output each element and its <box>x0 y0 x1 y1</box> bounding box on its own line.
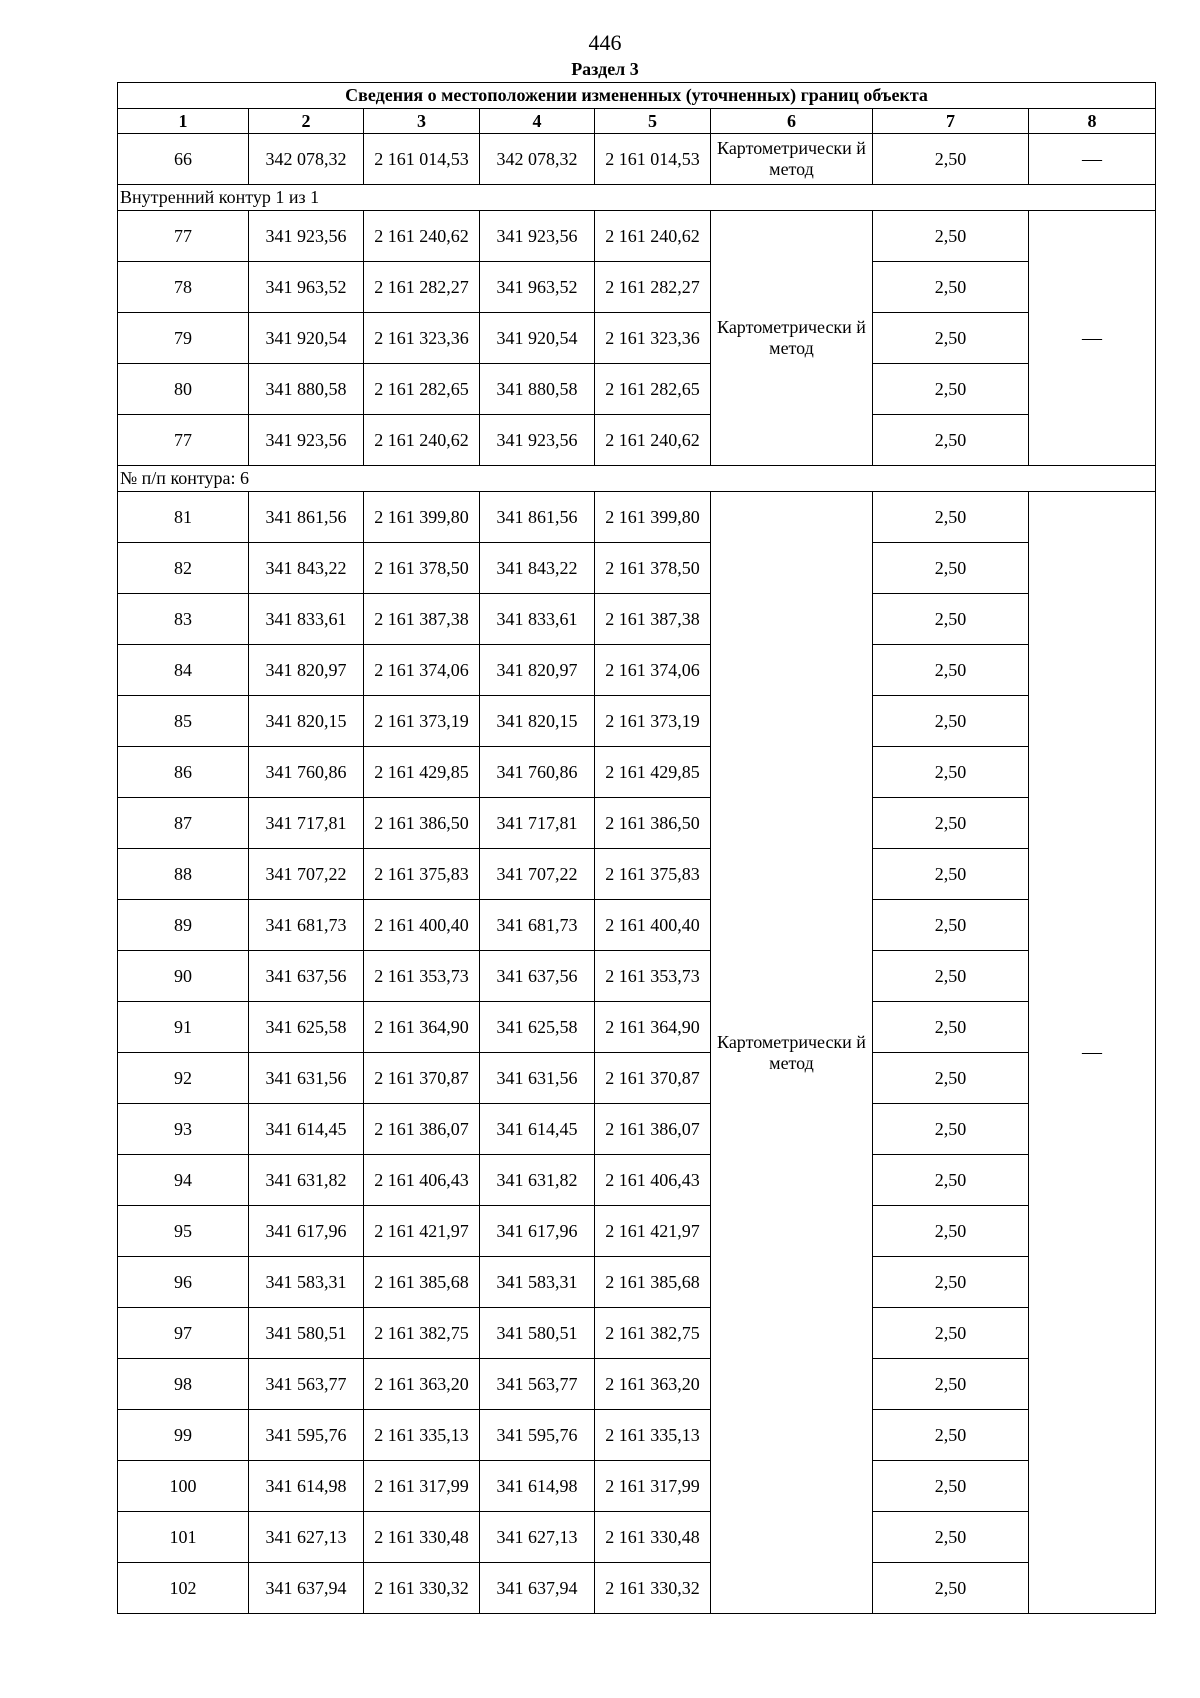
table-row <box>118 594 1156 645</box>
table-cell: 2 161 353,73 <box>595 951 711 1002</box>
accuracy-cell: 2,50 <box>873 951 1029 1002</box>
table-cell: 84 <box>118 645 249 696</box>
column-number: 3 <box>364 109 480 134</box>
table-caption: Сведения о местоположении измененных (уточненных) границ объекта <box>118 83 1156 109</box>
accuracy-cell: 2,50 <box>873 364 1029 415</box>
table-cell: 93 <box>118 1104 249 1155</box>
table-cell: 341 760,86 <box>249 747 364 798</box>
table-cell: 2 161 014,53 <box>364 134 480 185</box>
column-number: 7 <box>873 109 1029 134</box>
table-cell: 341 625,58 <box>249 1002 364 1053</box>
table-cell: 98 <box>118 1359 249 1410</box>
table-cell: 341 617,96 <box>249 1206 364 1257</box>
table-cell: 2 161 421,97 <box>364 1206 480 1257</box>
table-cell: 341 920,54 <box>480 313 595 364</box>
accuracy-cell: 2,50 <box>873 1461 1029 1512</box>
table-row <box>118 1053 1156 1104</box>
table-cell: 341 963,52 <box>249 262 364 313</box>
column-number: 4 <box>480 109 595 134</box>
table-cell: 2 161 387,38 <box>364 594 480 645</box>
column-number-row <box>118 109 1156 134</box>
table-cell: 341 637,94 <box>249 1563 364 1614</box>
table-row <box>118 1257 1156 1308</box>
table-cell: 89 <box>118 900 249 951</box>
table-cell: 2 161 330,48 <box>364 1512 480 1563</box>
table-cell: 341 631,56 <box>480 1053 595 1104</box>
table-cell: 341 563,77 <box>480 1359 595 1410</box>
table-cell: 2 161 378,50 <box>595 543 711 594</box>
contour-label: № п/п контура: 6 <box>118 466 1156 492</box>
table-cell: 2 161 382,75 <box>595 1308 711 1359</box>
accuracy-cell: 2,50 <box>873 1512 1029 1563</box>
table-cell: 341 563,77 <box>249 1359 364 1410</box>
table-cell: 2 161 335,13 <box>364 1410 480 1461</box>
boundary-coordinates-table <box>117 82 1156 1614</box>
table-row <box>118 1461 1156 1512</box>
table-cell: 341 820,15 <box>249 696 364 747</box>
accuracy-cell: 2,50 <box>873 594 1029 645</box>
table-cell: 2 161 386,50 <box>364 798 480 849</box>
table-cell: 2 161 374,06 <box>595 645 711 696</box>
table-cell: 2 161 323,36 <box>364 313 480 364</box>
table-cell: 2 161 370,87 <box>364 1053 480 1104</box>
accuracy-cell: 2,50 <box>873 134 1029 185</box>
table-cell: 2 161 363,20 <box>595 1359 711 1410</box>
table-cell: 341 681,73 <box>249 900 364 951</box>
table-cell: 2 161 317,99 <box>595 1461 711 1512</box>
accuracy-cell: 2,50 <box>873 313 1029 364</box>
table-row <box>118 313 1156 364</box>
table-cell: 2 161 240,62 <box>364 211 480 262</box>
accuracy-cell: 2,50 <box>873 1563 1029 1614</box>
table-cell: 2 161 374,06 <box>364 645 480 696</box>
table-cell: 80 <box>118 364 249 415</box>
table-cell: 2 161 364,90 <box>595 1002 711 1053</box>
table-row <box>118 1002 1156 1053</box>
method-cell: Картометрически й метод <box>711 492 873 1614</box>
note-cell: — <box>1029 134 1156 185</box>
table-cell: 2 161 385,68 <box>364 1257 480 1308</box>
accuracy-cell: 2,50 <box>873 543 1029 594</box>
table-cell: 341 923,56 <box>249 211 364 262</box>
contour-label-row <box>118 185 1156 211</box>
table-cell: 341 637,94 <box>480 1563 595 1614</box>
table-cell: 2 161 370,87 <box>595 1053 711 1104</box>
table-cell: 100 <box>118 1461 249 1512</box>
table-caption-row <box>118 83 1156 109</box>
table-cell: 2 161 353,73 <box>364 951 480 1002</box>
table-cell: 342 078,32 <box>249 134 364 185</box>
table-cell: 341 820,97 <box>480 645 595 696</box>
table-cell: 78 <box>118 262 249 313</box>
table-cell: 2 161 282,65 <box>595 364 711 415</box>
table-cell: 341 820,15 <box>480 696 595 747</box>
table-cell: 97 <box>118 1308 249 1359</box>
table-cell: 2 161 406,43 <box>364 1155 480 1206</box>
table-cell: 341 595,76 <box>249 1410 364 1461</box>
accuracy-cell: 2,50 <box>873 645 1029 696</box>
table-cell: 2 161 330,32 <box>364 1563 480 1614</box>
accuracy-cell: 2,50 <box>873 1257 1029 1308</box>
table-cell: 342 078,32 <box>480 134 595 185</box>
table-cell: 2 161 399,80 <box>364 492 480 543</box>
table-cell: 66 <box>118 134 249 185</box>
column-number: 6 <box>711 109 873 134</box>
method-cell: Картометрически й метод <box>711 211 873 466</box>
accuracy-cell: 2,50 <box>873 1410 1029 1461</box>
table-cell: 2 161 386,50 <box>595 798 711 849</box>
table-cell: 341 861,56 <box>480 492 595 543</box>
table-cell: 2 161 014,53 <box>595 134 711 185</box>
table-cell: 341 631,56 <box>249 1053 364 1104</box>
table-cell: 2 161 282,27 <box>364 262 480 313</box>
table-cell: 85 <box>118 696 249 747</box>
table-cell: 341 627,13 <box>480 1512 595 1563</box>
table-cell: 341 637,56 <box>480 951 595 1002</box>
table-cell: 2 161 364,90 <box>364 1002 480 1053</box>
accuracy-cell: 2,50 <box>873 849 1029 900</box>
table-cell: 88 <box>118 849 249 900</box>
accuracy-cell: 2,50 <box>873 900 1029 951</box>
table-row <box>118 1410 1156 1461</box>
table-cell: 102 <box>118 1563 249 1614</box>
table-row <box>118 1155 1156 1206</box>
table-cell: 341 760,86 <box>480 747 595 798</box>
table-cell: 341 580,51 <box>249 1308 364 1359</box>
page-number: 446 <box>588 30 622 55</box>
method-cell: Картометрически й метод <box>711 134 873 185</box>
accuracy-cell: 2,50 <box>873 1155 1029 1206</box>
table-cell: 341 707,22 <box>249 849 364 900</box>
accuracy-cell: 2,50 <box>873 747 1029 798</box>
table-cell: 92 <box>118 1053 249 1104</box>
table-cell: 2 161 386,07 <box>364 1104 480 1155</box>
table-cell: 341 614,98 <box>480 1461 595 1512</box>
table-cell: 341 717,81 <box>249 798 364 849</box>
note-cell: — <box>1029 492 1156 1614</box>
table-cell: 86 <box>118 747 249 798</box>
column-number: 2 <box>249 109 364 134</box>
table-cell: 341 583,31 <box>249 1257 364 1308</box>
table-cell: 341 923,56 <box>480 415 595 466</box>
section-title: Раздел 3 <box>571 59 639 79</box>
table-cell: 94 <box>118 1155 249 1206</box>
table-cell: 2 161 282,65 <box>364 364 480 415</box>
table-cell: 341 614,45 <box>249 1104 364 1155</box>
table-cell: 341 833,61 <box>249 594 364 645</box>
table-row <box>118 1512 1156 1563</box>
table-row <box>118 211 1156 262</box>
column-number: 5 <box>595 109 711 134</box>
accuracy-cell: 2,50 <box>873 262 1029 313</box>
table-row <box>118 364 1156 415</box>
table-cell: 341 583,31 <box>480 1257 595 1308</box>
accuracy-cell: 2,50 <box>873 1206 1029 1257</box>
accuracy-cell: 2,50 <box>873 1002 1029 1053</box>
table-row <box>118 1563 1156 1614</box>
table-cell: 83 <box>118 594 249 645</box>
table-cell: 2 161 387,38 <box>595 594 711 645</box>
table-row <box>118 849 1156 900</box>
table-cell: 2 161 375,83 <box>595 849 711 900</box>
table-cell: 341 681,73 <box>480 900 595 951</box>
table-cell: 2 161 429,85 <box>364 747 480 798</box>
table-row <box>118 798 1156 849</box>
table-row <box>118 1359 1156 1410</box>
table-cell: 2 161 385,68 <box>595 1257 711 1308</box>
table-cell: 341 637,56 <box>249 951 364 1002</box>
table-cell: 341 595,76 <box>480 1410 595 1461</box>
contour-label-row <box>118 466 1156 492</box>
table-row <box>118 900 1156 951</box>
accuracy-cell: 2,50 <box>873 798 1029 849</box>
table-cell: 341 923,56 <box>249 415 364 466</box>
table-cell: 2 161 429,85 <box>595 747 711 798</box>
table-cell: 96 <box>118 1257 249 1308</box>
table-cell: 2 161 400,40 <box>364 900 480 951</box>
table-cell: 2 161 335,13 <box>595 1410 711 1461</box>
table-row <box>118 1206 1156 1257</box>
table-cell: 341 861,56 <box>249 492 364 543</box>
table-cell: 341 625,58 <box>480 1002 595 1053</box>
table-row <box>118 492 1156 543</box>
column-number: 8 <box>1029 109 1156 134</box>
table-row <box>118 1104 1156 1155</box>
table-cell: 341 614,98 <box>249 1461 364 1512</box>
column-number: 1 <box>118 109 249 134</box>
table-cell: 341 843,22 <box>249 543 364 594</box>
table-row <box>118 415 1156 466</box>
table-cell: 81 <box>118 492 249 543</box>
table-cell: 90 <box>118 951 249 1002</box>
table-cell: 77 <box>118 211 249 262</box>
table-cell: 341 631,82 <box>480 1155 595 1206</box>
table-cell: 341 923,56 <box>480 211 595 262</box>
table-cell: 341 617,96 <box>480 1206 595 1257</box>
table-cell: 91 <box>118 1002 249 1053</box>
table-cell: 2 161 378,50 <box>364 543 480 594</box>
table-cell: 79 <box>118 313 249 364</box>
table-cell: 2 161 323,36 <box>595 313 711 364</box>
table-cell: 341 920,54 <box>249 313 364 364</box>
table-cell: 341 707,22 <box>480 849 595 900</box>
table-cell: 341 631,82 <box>249 1155 364 1206</box>
accuracy-cell: 2,50 <box>873 211 1029 262</box>
table-cell: 341 833,61 <box>480 594 595 645</box>
accuracy-cell: 2,50 <box>873 696 1029 747</box>
table-cell: 2 161 240,62 <box>595 415 711 466</box>
table-cell: 77 <box>118 415 249 466</box>
table-cell: 341 963,52 <box>480 262 595 313</box>
table-cell: 2 161 386,07 <box>595 1104 711 1155</box>
table-cell: 82 <box>118 543 249 594</box>
table-cell: 341 614,45 <box>480 1104 595 1155</box>
table-row <box>118 645 1156 696</box>
table-cell: 341 843,22 <box>480 543 595 594</box>
table-cell: 2 161 382,75 <box>364 1308 480 1359</box>
table-cell: 341 717,81 <box>480 798 595 849</box>
table-cell: 2 161 240,62 <box>595 211 711 262</box>
table-row <box>118 747 1156 798</box>
table-cell: 2 161 240,62 <box>364 415 480 466</box>
table-cell: 2 161 406,43 <box>595 1155 711 1206</box>
table-cell: 2 161 330,48 <box>595 1512 711 1563</box>
accuracy-cell: 2,50 <box>873 1053 1029 1104</box>
accuracy-cell: 2,50 <box>873 415 1029 466</box>
table-cell: 2 161 373,19 <box>595 696 711 747</box>
table-cell: 101 <box>118 1512 249 1563</box>
table-row <box>118 543 1156 594</box>
table-cell: 341 627,13 <box>249 1512 364 1563</box>
note-cell: — <box>1029 211 1156 466</box>
table-row <box>118 696 1156 747</box>
table-cell: 341 880,58 <box>480 364 595 415</box>
accuracy-cell: 2,50 <box>873 492 1029 543</box>
table-row <box>118 1308 1156 1359</box>
table-row <box>118 134 1156 185</box>
table-cell: 341 820,97 <box>249 645 364 696</box>
table-cell: 2 161 330,32 <box>595 1563 711 1614</box>
accuracy-cell: 2,50 <box>873 1104 1029 1155</box>
table-cell: 2 161 375,83 <box>364 849 480 900</box>
table-row <box>118 951 1156 1002</box>
table-cell: 2 161 363,20 <box>364 1359 480 1410</box>
table-cell: 2 161 400,40 <box>595 900 711 951</box>
table-cell: 2 161 399,80 <box>595 492 711 543</box>
table-cell: 341 880,58 <box>249 364 364 415</box>
accuracy-cell: 2,50 <box>873 1359 1029 1410</box>
accuracy-cell: 2,50 <box>873 1308 1029 1359</box>
table-cell: 99 <box>118 1410 249 1461</box>
table-cell: 2 161 317,99 <box>364 1461 480 1512</box>
table-cell: 341 580,51 <box>480 1308 595 1359</box>
table-cell: 87 <box>118 798 249 849</box>
table-cell: 2 161 421,97 <box>595 1206 711 1257</box>
table-cell: 2 161 282,27 <box>595 262 711 313</box>
contour-label: Внутренний контур 1 из 1 <box>118 185 1156 211</box>
table-cell: 2 161 373,19 <box>364 696 480 747</box>
table-row <box>118 262 1156 313</box>
table-cell: 95 <box>118 1206 249 1257</box>
